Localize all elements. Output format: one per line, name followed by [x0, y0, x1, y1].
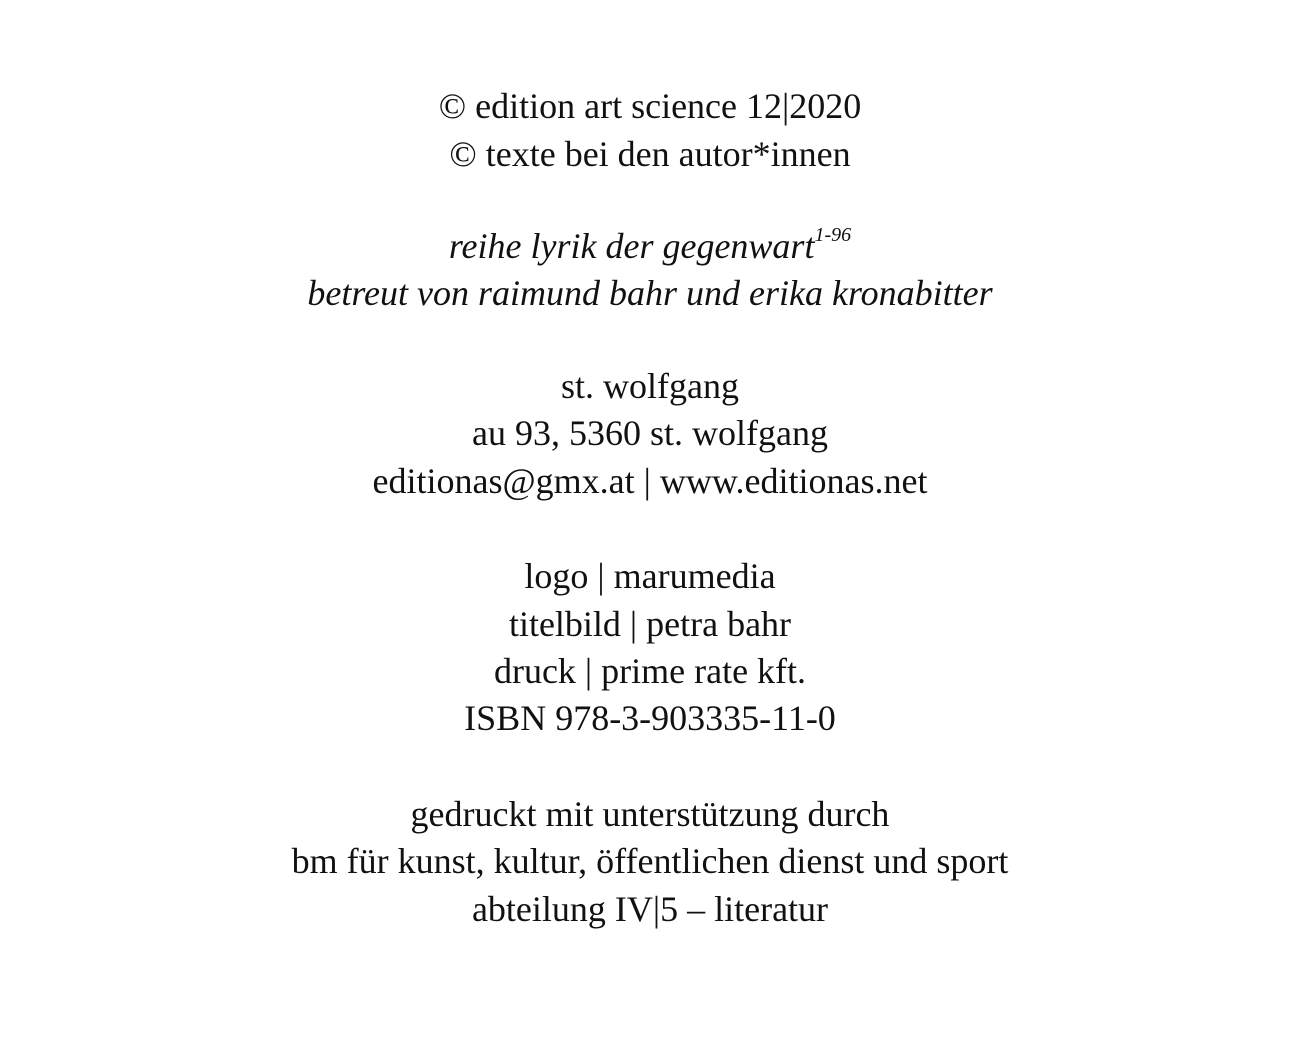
copyright-publisher: © edition art science 12|2020 — [438, 86, 862, 126]
support-line-1: gedruckt mit unterstützung durch — [410, 794, 890, 834]
support-line-3: abteilung IV|5 – literatur — [471, 889, 829, 929]
series-title — [0, 226, 1300, 266]
credit-cover: titelbild | petra bahr — [508, 604, 792, 644]
series-editors: betreut von raimund bahr und erika kronabitter — [307, 273, 993, 313]
credit-logo: logo | marumedia — [524, 556, 776, 596]
address-city: st. wolfgang — [561, 366, 739, 406]
credit-print: druck | prime rate kft. — [493, 651, 807, 691]
support-line-2: bm für kunst, kultur, öffentlichen dienst und sport — [291, 841, 1009, 881]
copyright-texts: © texte bei den autor*innen — [449, 134, 851, 174]
series-superscript: 1-96 — [814, 224, 852, 246]
address-street: au 93, 5360 st. wolfgang — [472, 413, 828, 453]
series-title-text: reihe lyrik der gegenwart — [448, 226, 815, 266]
isbn: ISBN 978-3-903335-11-0 — [464, 698, 836, 738]
address-contact: editionas@gmx.at | www.editionas.net — [372, 461, 928, 501]
